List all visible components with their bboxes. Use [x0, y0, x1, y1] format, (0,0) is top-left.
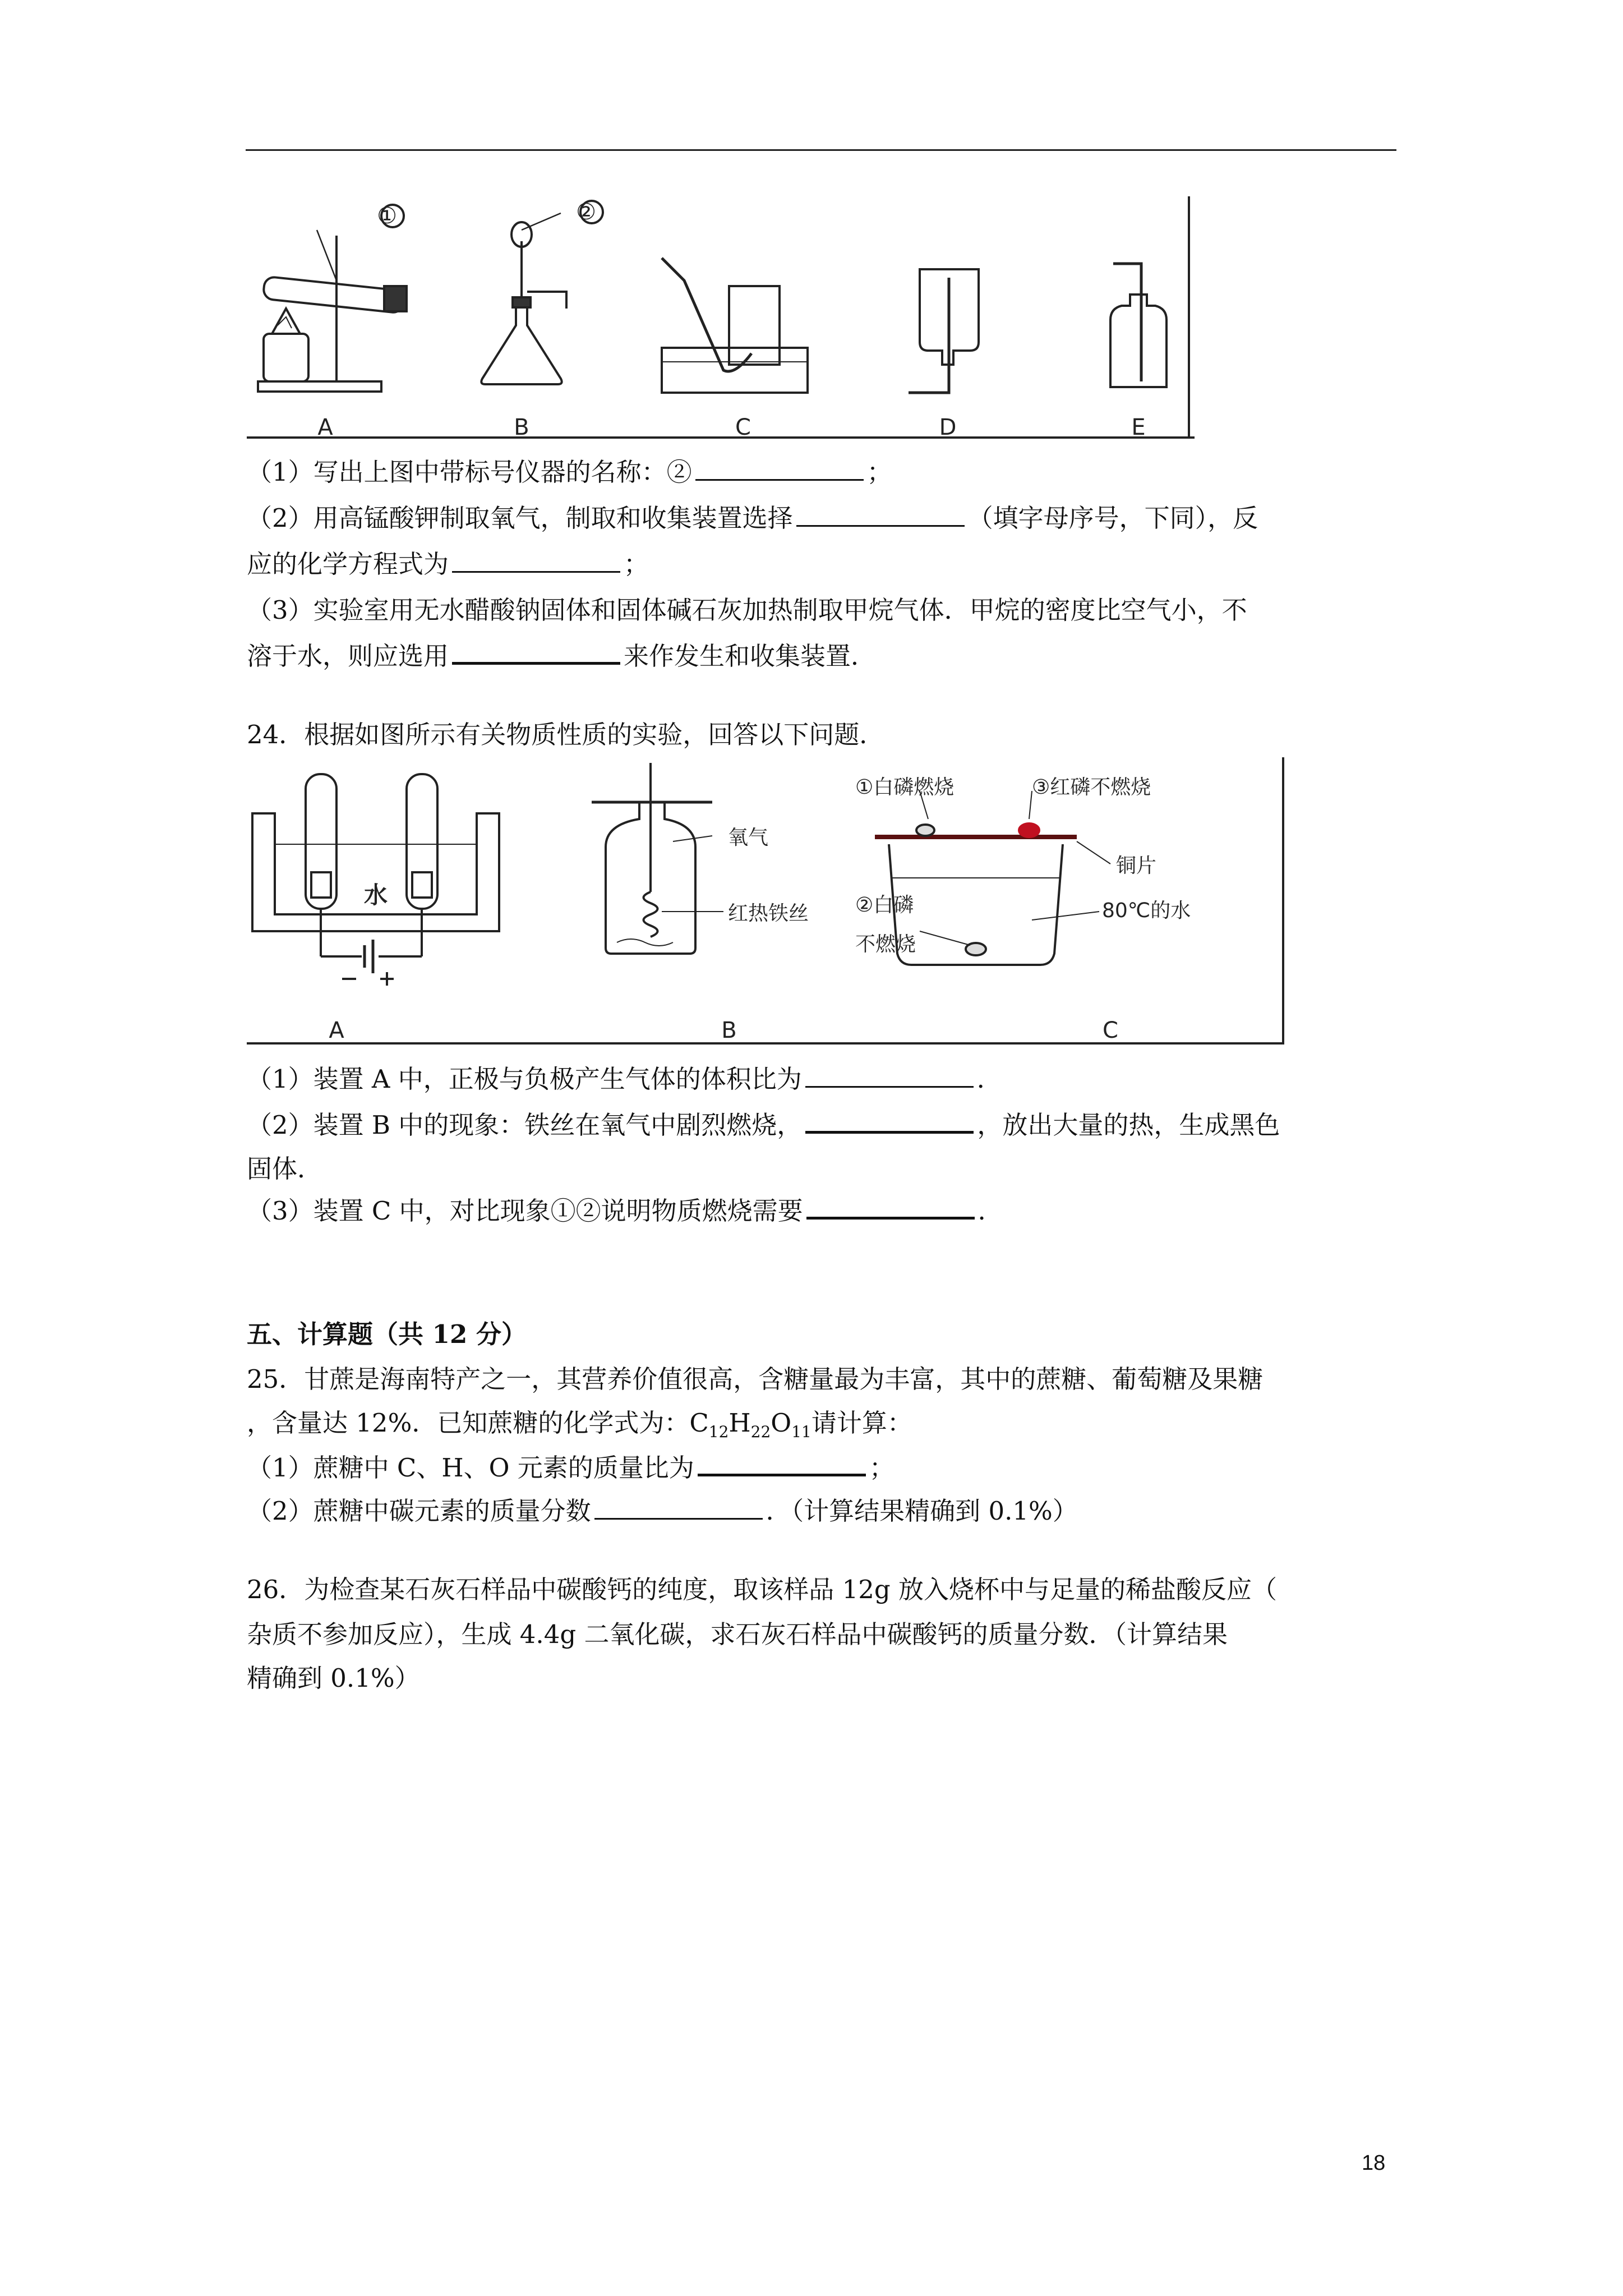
oxygen-label: 氧气 — [728, 826, 769, 849]
apparatus-d — [909, 269, 979, 393]
q25-part1: （1）蔗糖中 C、H、O 元素的质量比为 ； — [247, 1449, 1398, 1487]
experiment-figure-2 — [247, 752, 1290, 1055]
q23-part2a: （2）用高锰酸钾制取氧气，制取和收集装置选择 （填字母序号，下同），反 — [247, 499, 1398, 537]
label-c: C — [1103, 1018, 1118, 1043]
q24-part2b: 固体． — [247, 1154, 323, 1184]
q23-part1: （1）写出上图中带标号仪器的名称：② ； — [247, 453, 1398, 491]
q24-part1: （1）装置 A 中，正极与负极产生气体的体积比为 ． — [247, 1060, 1398, 1098]
label-a: A — [317, 415, 333, 440]
red-phosphorus-no-burn-label: ③红磷不燃烧 — [1032, 776, 1151, 799]
answer-blank[interactable] — [698, 1449, 866, 1476]
answer-blank[interactable] — [452, 546, 620, 573]
q23-part3a: （3）实验室用无水醋酸钠固体和固体碱石灰加热制取甲烷气体．甲烷的密度比空气小，不 — [247, 595, 1247, 625]
white-phosphorus-no-burn-label-1: ②白磷 — [855, 894, 914, 917]
label-b: B — [721, 1018, 737, 1043]
label-e: E — [1131, 415, 1146, 440]
callout-2-label: ② — [576, 199, 596, 225]
q26-line3: 精确到 0.1%） — [247, 1663, 420, 1693]
q25-line1: 25．甘蔗是海南特产之一，其营养价值很高，含糖量最为丰富，其中的蔗糖、葡萄糖及果糖 — [247, 1364, 1264, 1394]
red-hot-iron-wire-label: 红热铁丝 — [728, 902, 809, 925]
q26-line2: 杂质不参加反应），生成 4.4g 二氧化碳，求石灰石样品中碳酸钙的质量分数．（计算结果 — [247, 1619, 1228, 1649]
apparatus-c — [662, 258, 808, 393]
header-rule — [246, 149, 1396, 151]
callout-1-label: ① — [377, 203, 397, 229]
label-c: C — [735, 415, 751, 440]
apparatus-e — [1110, 264, 1166, 387]
electrolysis-apparatus — [252, 774, 499, 973]
q25-part2: （2）蔗糖中碳元素的质量分数 ．（计算结果精确到 0.1%） — [247, 1492, 1398, 1530]
page-number: 18 — [1362, 2151, 1386, 2175]
white-phosphorus-no-burn-label-2: 不燃烧 — [855, 933, 916, 956]
q24-part2a: （2）装置 B 中的现象：铁丝在氧气中剧烈燃烧， ，放出大量的热，生成黑色 — [247, 1106, 1398, 1144]
answer-blank[interactable] — [594, 1493, 763, 1520]
iron-wire-apparatus — [592, 763, 723, 954]
q23-part2b: 应的化学方程式为 ； — [247, 545, 1398, 583]
water-label: 水 — [363, 881, 388, 909]
label-b: B — [514, 415, 529, 440]
q24-title: 24．根据如图所示有关物质性质的实验，回答以下问题． — [247, 720, 885, 749]
hot-water-label: 80℃的水 — [1102, 899, 1191, 922]
answer-blank[interactable] — [796, 500, 965, 527]
apparatus-figure-1 — [247, 196, 1200, 449]
q23-part3b: 溶于水，则应选用 来作发生和收集装置． — [247, 637, 1398, 675]
q24-part3: （3）装置 C 中，对比现象①②说明物质燃烧需要 ． — [247, 1192, 1398, 1230]
answer-blank[interactable] — [806, 1192, 975, 1220]
apparatus-b — [481, 213, 566, 384]
section-heading: 五、计算题（共 12 分） — [247, 1319, 527, 1349]
answer-blank[interactable] — [805, 1106, 974, 1134]
answer-blank[interactable] — [805, 1061, 974, 1088]
q25-line2: ，含量达 12%．已知蔗糖的化学式为：$C_{12}H_{22}O_{11}$请计算： — [247, 1408, 912, 1441]
answer-blank[interactable] — [695, 454, 864, 481]
answer-blank[interactable] — [452, 637, 620, 665]
label-d: D — [939, 415, 957, 440]
copper-sheet-label: 铜片 — [1116, 854, 1157, 877]
apparatus-a — [258, 230, 407, 392]
label-a: A — [329, 1018, 344, 1043]
q26-line1: 26．为检查某石灰石样品中碳酸钙的纯度，取该样品 12g 放入烧杯中与足量的稀盐酸反应（ — [247, 1575, 1277, 1604]
white-phosphorus-burns-label: ①白磷燃烧 — [855, 776, 955, 799]
